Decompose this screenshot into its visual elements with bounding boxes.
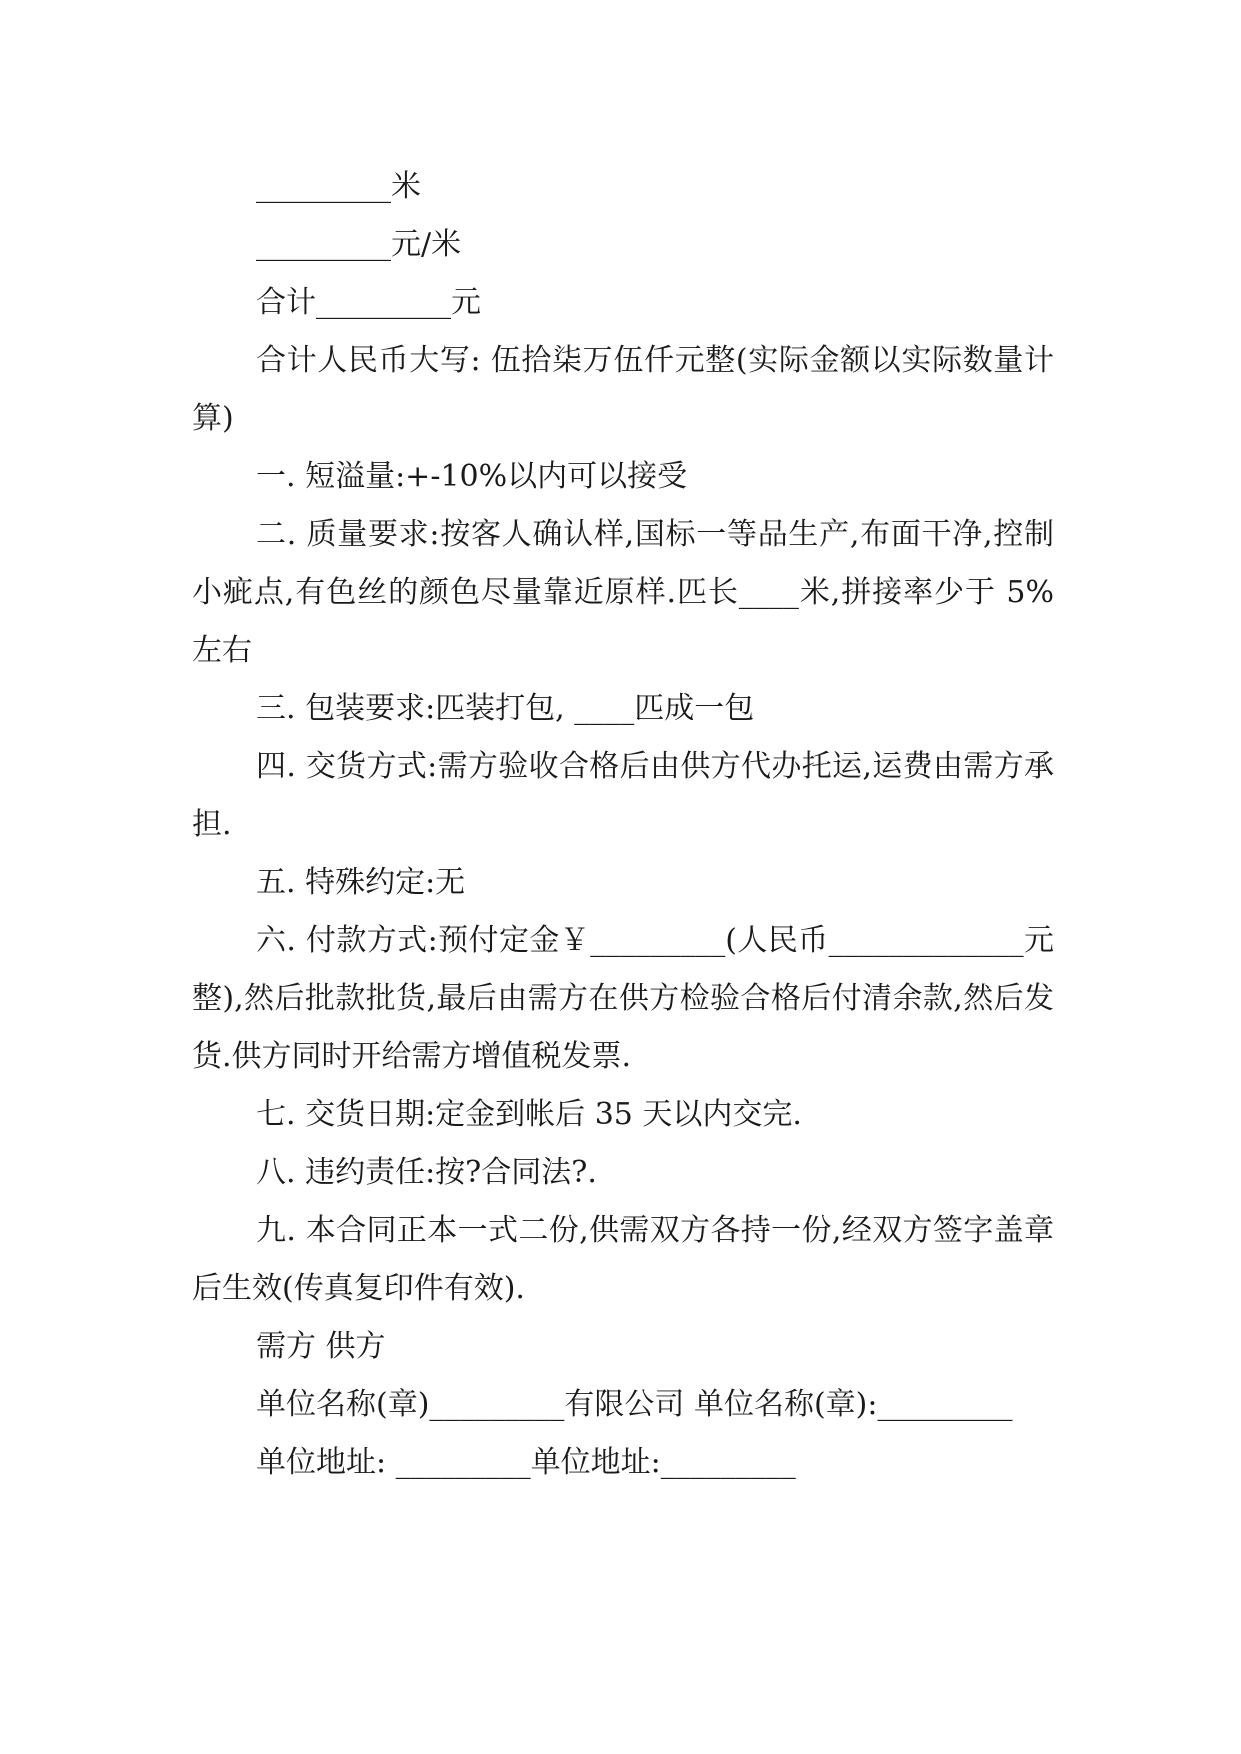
quantity-line: _________米	[256, 169, 421, 204]
total-rmb-uppercase: 合计人民币大写: 伍拾柒万伍仟元整(实际金额以实际数量计算)	[192, 343, 1054, 436]
clause-1-tolerance: 一. 短溢量:+-10%以内可以接受	[256, 459, 688, 494]
clause-4-delivery-method: 四. 交货方式:需方验收合格后由供方代办托运,运费由需方承担.	[192, 749, 1054, 842]
clause-8-liability: 八. 违约责任:按?合同法?.	[256, 1155, 597, 1190]
company-name-line: 单位名称(章)_________有限公司 单位名称(章):_________	[256, 1387, 1013, 1422]
unit-price-line: _________元/米	[256, 227, 462, 262]
total-line: 合计_________元	[256, 285, 481, 320]
document-body	[192, 158, 1054, 1492]
clause-3-packaging: 三. 包装要求:匹装打包, ____匹成一包	[256, 691, 755, 726]
company-address-line: 单位地址: _________单位地址:_________	[256, 1445, 796, 1480]
clause-6-payment: 六. 付款方式:预付定金￥_________(人民币_____________元整),然后批款批货,最后由需方在供方检验合格后付清余款,然后发货.供方同时开给需方增值税发票.	[192, 923, 1054, 1074]
clause-2-quality: 二. 质量要求:按客人确认样,国标一等品生产,布面干净,控制小疵点,有色丝的颜色尽量靠近原样.匹长____米,拼接率少于 5%左右	[192, 517, 1054, 668]
clause-7-delivery-date: 七. 交货日期:定金到帐后 35 天以内交完.	[256, 1097, 802, 1132]
clause-5-special-terms: 五. 特殊约定:无	[256, 865, 466, 900]
clause-9-copies: 九. 本合同正本一式二份,供需双方各持一份,经双方签字盖章后生效(传真复印件有效).	[192, 1213, 1054, 1306]
parties-heading: 需方 供方	[256, 1329, 386, 1364]
